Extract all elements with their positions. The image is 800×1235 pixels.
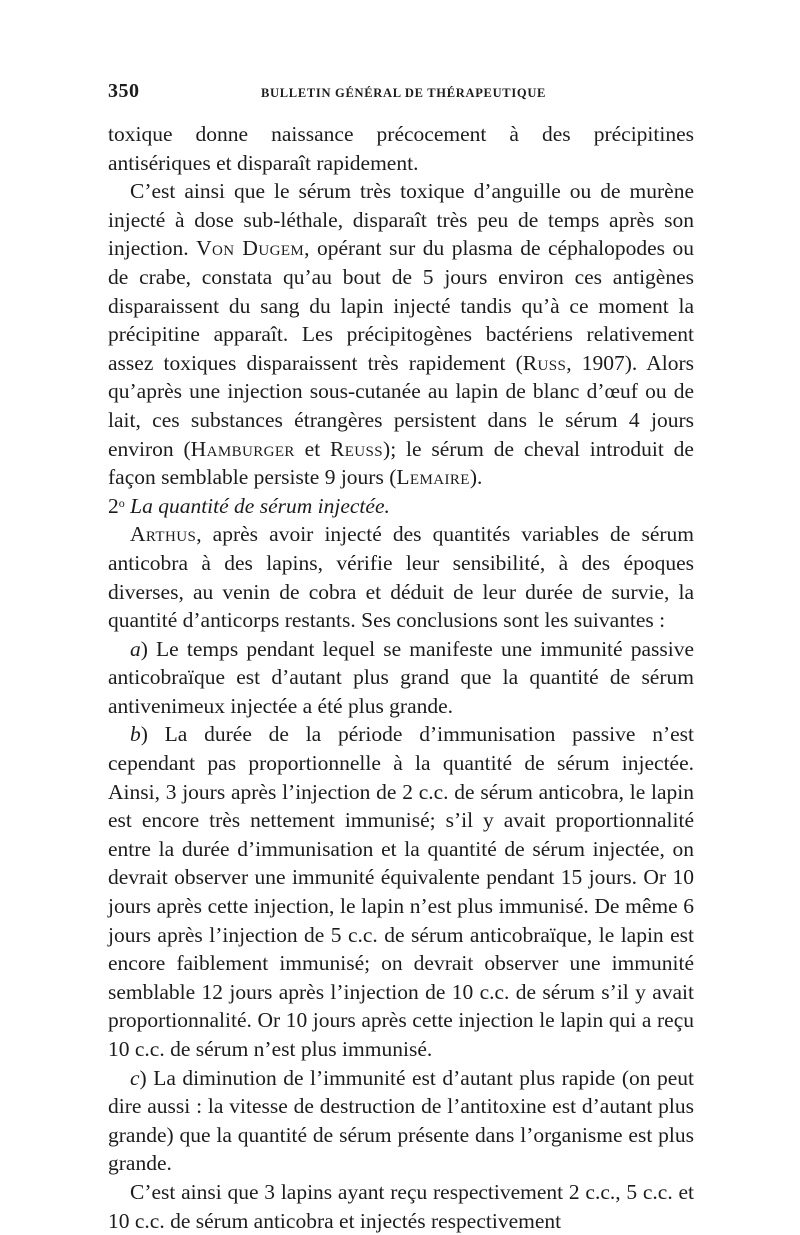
list-item-c <box>108 1064 694 1178</box>
document-page <box>108 78 694 1235</box>
list-item-b <box>108 720 694 1063</box>
author-name: Von Dugem <box>196 236 305 261</box>
text-run: C’est ainsi que le sérum très toxique d’anguille ou de murène injecté à dose sub-léthale, disparaît très peu de temps après son injection. <box>108 179 694 261</box>
list-text: ) La durée de la période d’immunisation passive n’est cependant pas proportionnelle à la quantité de sérum injectée. Ainsi, 3 jours après l’injection de 2 c.c. de sérum anticobra, le lapin est encore très nettement immunisé; s’il y avait proportionnalité entre la durée d’immunisation et la quantité de sérum injectée, on devrait observer une immunité équivalente pendant 15 jours. Or 10 jours après cette injection, le lapin n’est plus immunisé. De même 6 jours après l’injection de 5 c.c. de sérum anticobraïque, le lapin est encore faiblement immunisé; on devrait observer une immunité semblable 12 jours après l’injection de 10 c.c. de sérum s’il y avait proportionnalité. Or 10 jours après cette injection le lapin qui a reçu 10 c.c. de sérum n’est plus immunisé. <box>108 722 694 1061</box>
list-label: b <box>130 722 141 747</box>
paragraph-antigen-disappearance <box>108 177 694 492</box>
text-run: ). <box>469 465 483 490</box>
list-text: ) Le temps pendant lequel se manifeste une immunité passive anticobraïque est d’autant plus grand que la quantité de sérum antivenimeux injectée a été plus grande. <box>108 636 694 718</box>
paragraph-arthus <box>108 520 694 634</box>
text-run: ); le sérum de cheval introduit de façon semblable persiste 9 jours ( <box>108 436 694 490</box>
paragraph-continuation: toxique donne naissance précocement à des précipitines antisériques et disparaît rapidement. <box>108 122 694 175</box>
text-run: , opérant sur du plasma de céphalopodes ou de crabe, constata qu’au bout de 5 jours environ ces antigènes disparaissent du sang du lapin injecté tandis qu’à ce moment la précipitine apparaît. Les précipitogènes bactériens relativement assez toxiques disparaissent très rapidement ( <box>108 236 695 375</box>
author-name: Reuss <box>330 436 384 461</box>
author-name: Lemaire <box>396 465 470 490</box>
paragraph-final: C’est ainsi que 3 lapins ayant reçu respectivement 2 c.c., 5 c.c. et 10 c.c. de sérum anticobra et injectés respectivement <box>108 1179 694 1233</box>
page-number: 350 <box>108 80 140 102</box>
section-title: La quantité de sérum injectée. <box>130 493 390 518</box>
list-item-a <box>108 635 694 721</box>
list-label: c <box>130 1065 140 1090</box>
page-header <box>108 78 694 108</box>
text-run: , après avoir injecté des quantités variables de sérum anticobra à des lapins, vérifie leur sensibilité, à des époques diverses, au venin de cobra et déduit de leur durée de survie, la quantité d’anticorps restants. Ses conclusions sont les suivantes : <box>108 522 694 633</box>
list-text: ) La diminution de l’immunité est d’autant plus rapide (on peut dire aussi : la vitesse de destruction de l’antitoxine est d’autant plus grande) que la quantité de sérum présente dans l’organisme est plus grande. <box>108 1065 694 1176</box>
running-title: BULLETIN GÉNÉRAL DE THÉRAPEUTIQUE <box>261 86 547 100</box>
body-text <box>108 120 694 1235</box>
section-heading <box>108 492 694 521</box>
text-run: , 1907). Alors qu’après une injection sous-cutanée au lapin de blanc d’œuf ou de lait, ces substances étrangères persistent dans le sérum 4 jours environ ( <box>108 350 694 461</box>
text-run: et <box>294 436 330 461</box>
author-name: Arthus <box>130 522 197 547</box>
section-number: 2 <box>108 493 119 518</box>
author-name: Russ <box>522 350 567 375</box>
ordinal-suffix: o <box>118 495 125 510</box>
author-name: Hamburger <box>190 436 295 461</box>
list-label: a <box>130 636 141 661</box>
